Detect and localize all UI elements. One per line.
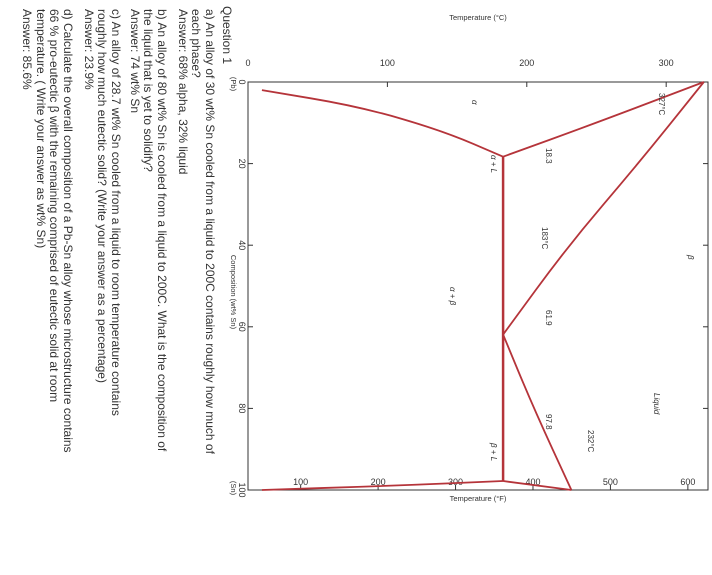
temp-c-tick-label: 200 [519, 58, 535, 68]
question-d-line: Answer: 85.6% [20, 9, 35, 90]
liquid-region-label: Liquid [652, 393, 661, 415]
alpha-limit-label: 18.3 [544, 148, 553, 164]
question-a-line: a) An alloy of 30 wt% Sn cooled from a liquid to 200C contains roughly how much of [203, 9, 217, 454]
question-c-line: c) An alloy of 28.7 wt% Sn cooled from a liquid to room temperature contains [109, 9, 123, 416]
temp-f-tick-label: 300 [448, 477, 464, 487]
question-b-line: the liquid that is yet to solidify? [141, 9, 156, 172]
sn-melting-label: 232°C [586, 430, 595, 453]
question-d [20, 9, 74, 453]
alpha-beta-region-label: α + β [448, 287, 457, 306]
alpha-region-label: α [470, 100, 479, 105]
question-c-line: Answer: 23.9% [82, 9, 96, 90]
temp-c-tick-label: 300 [658, 58, 674, 68]
temp-f-tick-label: 100 [293, 477, 309, 487]
pb-end-label: (Pb) [229, 76, 238, 92]
question-a-line: each phase? [189, 9, 204, 78]
alpha-liquid-region-label: α + L [489, 155, 498, 174]
beta-limit-label: 97.8 [544, 414, 553, 430]
sn-end-label: (Sn) [229, 480, 238, 496]
beta-region-label: β [686, 255, 695, 260]
temp-c-tick-label: 0 [245, 58, 251, 68]
pb-melting-label: 327°C [657, 93, 666, 116]
question-heading: Question 1 [220, 6, 234, 65]
question-c [82, 9, 123, 416]
temp-c-tick-label: 100 [379, 58, 395, 68]
question-d-line: temperature. ( Write your answer as wt% Sn) [34, 9, 48, 249]
question-b-line: Answer: 74 wt% Sn [128, 9, 142, 114]
question-b-line: b) An alloy of 80 wt% Sn is cooled from a liquid to 200C. What is the composition of [155, 9, 169, 452]
temp-f-tick-label: 400 [525, 477, 541, 487]
eutectic-temp-label: 183°C [540, 227, 549, 250]
temp-f-tick-label: 600 [680, 477, 696, 487]
eutectic-comp-label: 61.9 [544, 310, 553, 326]
composition-tick-label: 100 [237, 482, 247, 498]
composition-tick-label: 80 [237, 403, 247, 414]
temp-f-tick-label: 200 [370, 477, 386, 487]
composition-tick-label: 40 [237, 240, 247, 251]
temp-c-axis-title: Temperature (°C) [449, 13, 507, 22]
question-c-line: roughly how much eutectic solid? (Write your answer as a percentage) [95, 9, 110, 383]
composition-tick-label: 0 [237, 79, 247, 85]
question-a-line: Answer: 68% alpha, 32% liquid [176, 9, 190, 175]
temp-f-tick-label: 500 [602, 477, 618, 487]
question-a [176, 9, 217, 454]
composition-tick-label: 60 [237, 321, 247, 332]
question-d-line: 66 % pro-eutectic β with the remaining comprised of eutectic solid at room [47, 9, 62, 403]
composition-tick-label: 20 [237, 158, 247, 169]
temp-f-axis-title: Temperature (°F) [449, 494, 507, 503]
question-b [128, 9, 169, 451]
beta-liquid-region-label: β + L [489, 443, 498, 462]
composition-axis-title: Composition (wt% Sn) [229, 254, 238, 330]
question-d-line: d) Calculate the overall composition of a Pb-Sn alloy whose microstructure contains [61, 9, 75, 453]
